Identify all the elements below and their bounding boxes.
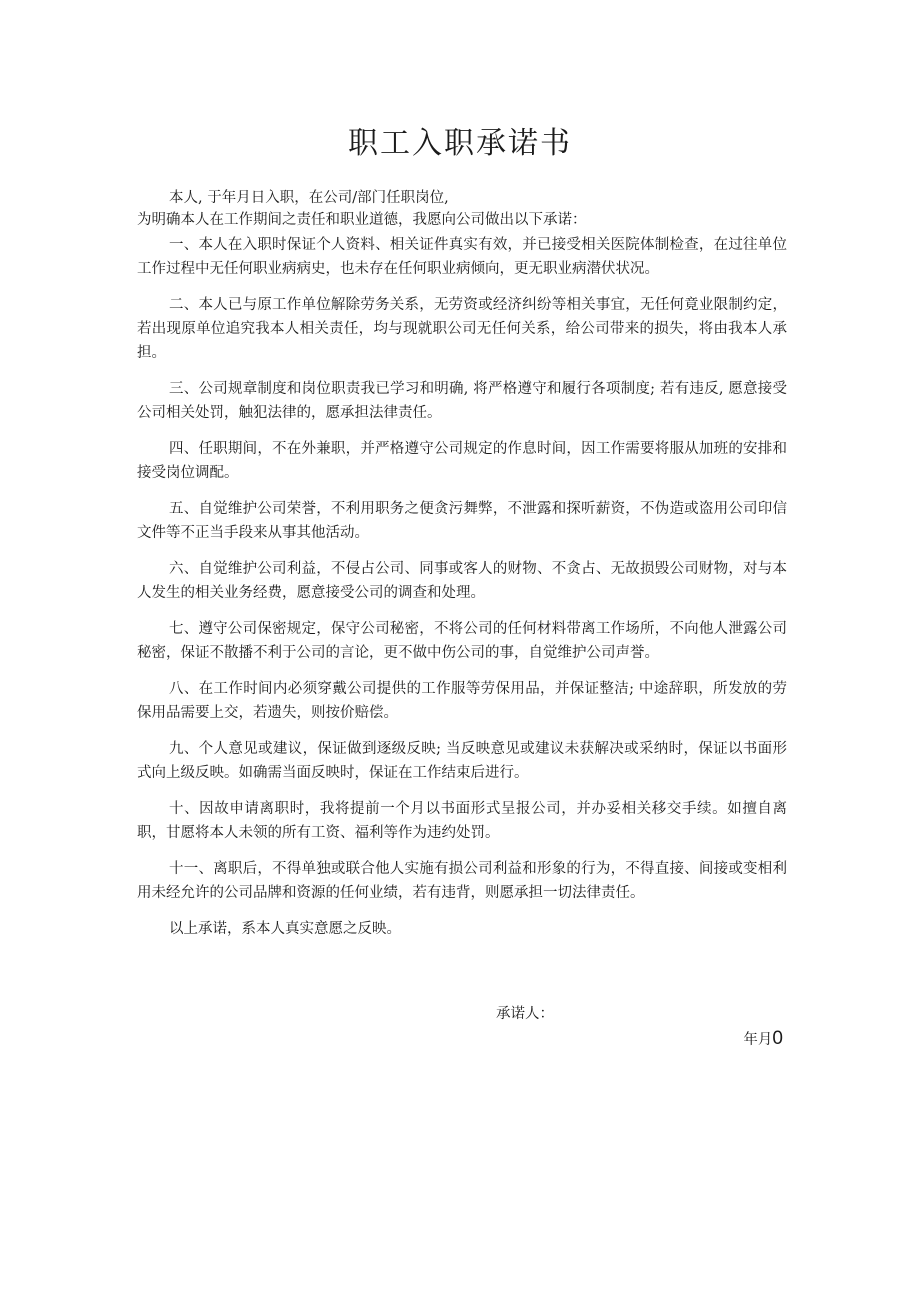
commitment-item-8: 八、在工作时间内必须穿戴公司提供的工作服等劳保用品，并保证整洁; 中途辞职，所发放的劳保用品需要上交，若遗失，则按价赔偿。: [137, 681, 787, 721]
commitment-item-7: 七、遵守公司保密规定，保守公司秘密，不将公司的任何材料带离工作场所，不向他人泄露公司秘密，保证不散播不利于公司的言论，更不做中伤公司的事，自觉维护公司声誉。: [137, 621, 787, 661]
commitment-body: [137, 233, 787, 953]
commitment-item-4: 四、任职期间，不在外兼职，并严格遵守公司规定的作息时间，因工作需要将服从加班的安排和接受岗位调配。: [137, 441, 787, 481]
commitment-item-1: 一、本人在入职时保证个人资料、相关证件真实有效，并已接受相关医院体制检查，在过往单位工作过程中无任何职业病病史，也未存在任何职业病倾向，更无职业病潜伏状况。: [137, 237, 787, 277]
intro-line-2: 为明确本人在工作期间之责任和职业道德，我愿向公司做出以下承诺：: [137, 211, 587, 228]
commitment-item-5: 五、自觉维护公司荣誉，不利用职务之便贪污舞弊，不泄露和探听薪资，不伪造或盗用公司印信文件等不正当手段来从事其他活动。: [137, 501, 787, 541]
date-label: 年月: [743, 1032, 773, 1048]
intro-block: [137, 188, 787, 231]
date-mark: 0: [772, 1028, 783, 1049]
commitment-item-9: 九、个人意见或建议，保证做到逐级反映; 当反映意见或建议未获解决或采纳时，保证以书面形式向上级反映。如确需当面反映时，保证在工作结束后进行。: [137, 741, 787, 781]
closing-statement: 以上承诺，系本人真实意愿之反映。: [169, 921, 401, 937]
document-title: 职工入职承诺书: [348, 126, 572, 161]
commitment-item-6: 六、自觉维护公司利益，不侵占公司、同事或客人的财物、不贪占、无故损毁公司财物，对与本人发生的相关业务经费，愿意接受公司的调查和处理。: [137, 561, 787, 601]
signer-label: 承诺人：: [496, 1006, 554, 1022]
date-line: [743, 1028, 783, 1050]
commitment-item-11: 十一、离职后，不得单独或联合他人实施有损公司利益和形象的行为，不得直接、间接或变相利用未经允许的公司品牌和资源的任何业绩，若有违背，则愿承担一切法律责任。: [137, 861, 787, 901]
intro-line-1: 本人, 于年月日入职，在公司/部门任职岗位,: [169, 190, 449, 206]
commitment-item-3: 三、公司规章制度和岗位职责我已学习和明确, 将严格遵守和履行各项制度; 若有违反, 愿意接受公司相关处罚，触犯法律的，愿承担法律责任。: [137, 381, 787, 421]
commitment-item-2: 二、本人已与原工作单位解除劳务关系，无劳资或经济纠纷等相关事宜，无任何竟业限制约定，若出现原单位追究我本人相关责任，均与现就职公司无任何关系，给公司带来的损失，将由我本人承担。: [137, 297, 787, 361]
commitment-item-10: 十、因故申请离职时，我将提前一个月以书面形式呈报公司，并办妥相关移交手续。如擅自离职，甘愿将本人未领的所有工资、福利等作为违约处罚。: [137, 801, 787, 841]
